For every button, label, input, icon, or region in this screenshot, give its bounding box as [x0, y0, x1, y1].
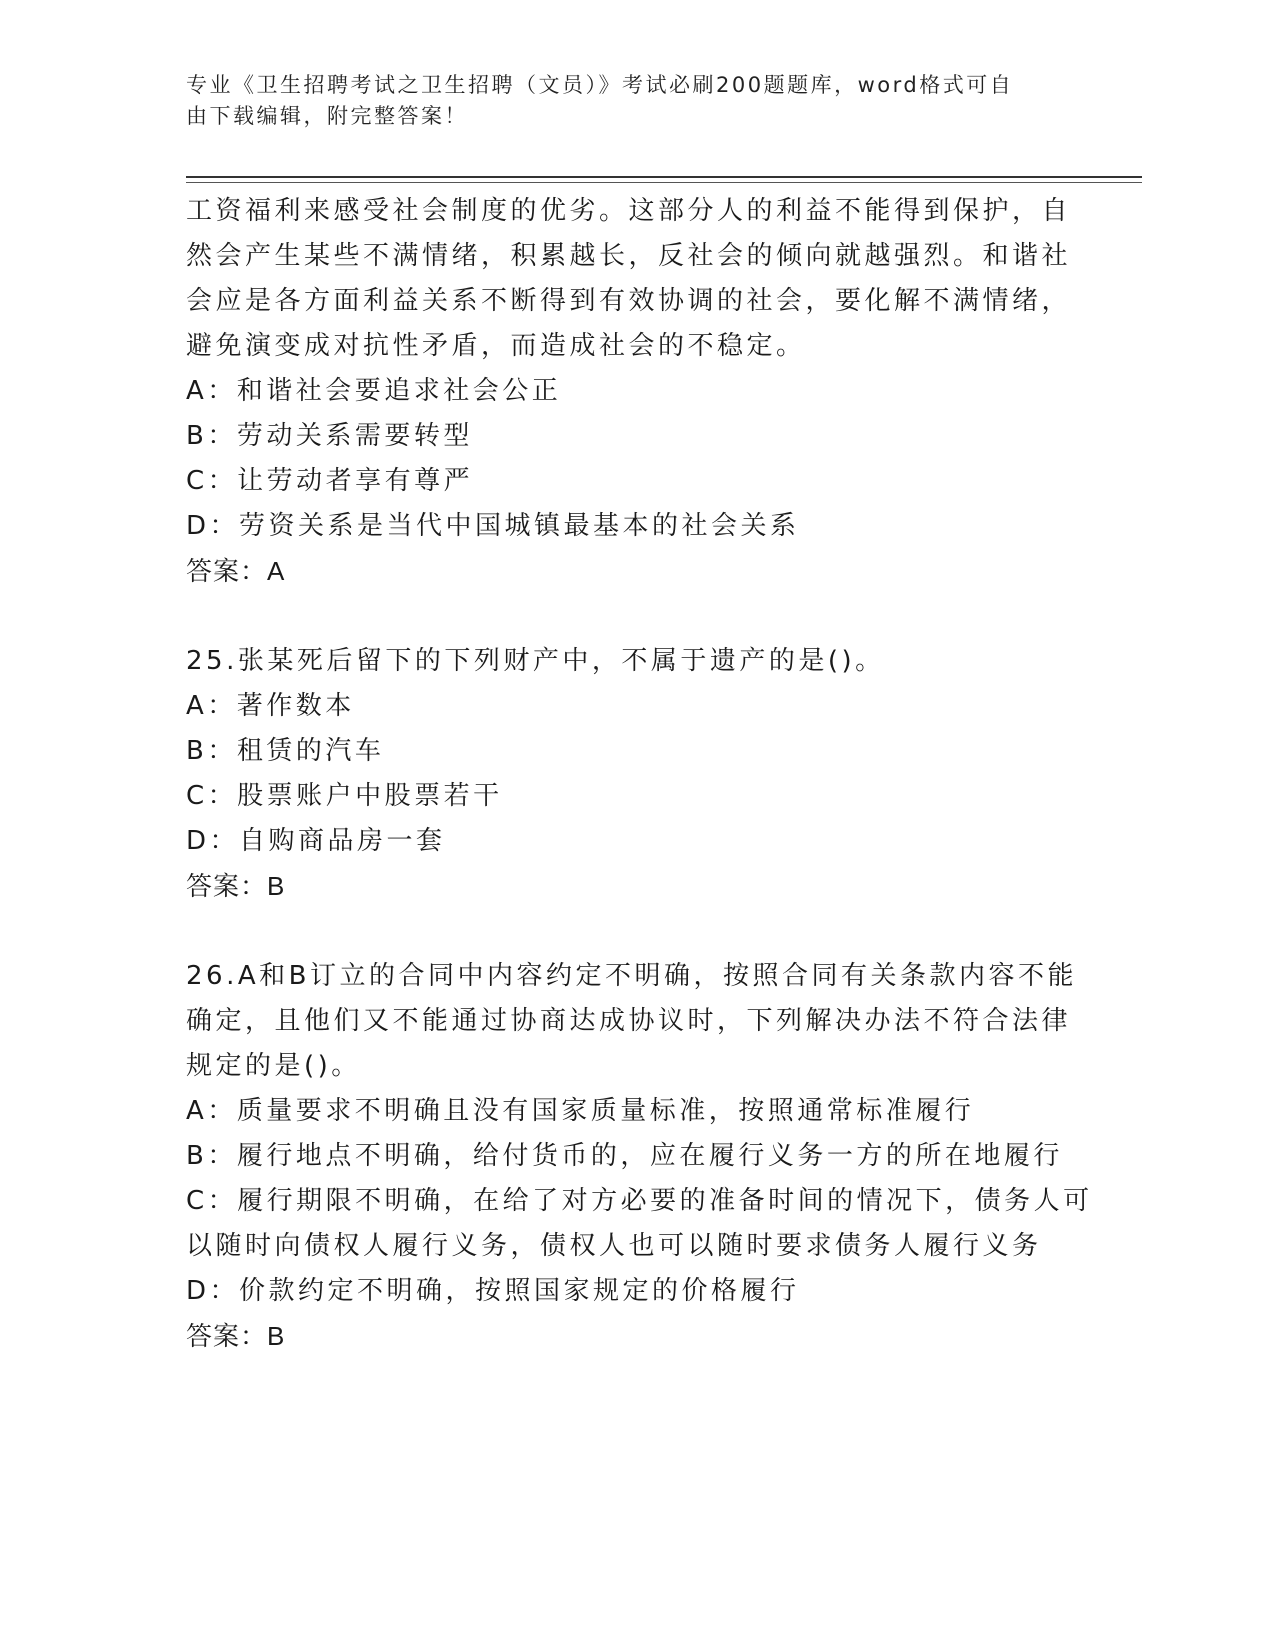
question-stem-line: 然会产生某些不满情绪，积累越长，反社会的倾向就越强烈。和谐社 — [186, 241, 1072, 271]
question-26 — [186, 954, 1093, 1359]
header-divider-thin — [186, 182, 1142, 183]
question-25 — [186, 639, 1076, 909]
option-b: B：劳动关系需要转型 — [186, 421, 473, 451]
question-stem-line: 会应是各方面利益关系不断得到有效协调的社会，要化解不满情绪， — [186, 286, 1072, 316]
option-c: C：履行期限不明确，在给了对方必要的准备时间的情况下，债务人可 — [186, 1186, 1093, 1216]
option-b: B：履行地点不明确，给付货币的，应在履行义务一方的所在地履行 — [186, 1141, 1063, 1171]
header-line-2: 由下载编辑，附完整答案！ — [186, 104, 468, 128]
option-a: A：和谐社会要追求社会公正 — [186, 376, 562, 406]
option-d: D：价款约定不明确，按照国家规定的价格履行 — [186, 1276, 800, 1306]
option-a: A：著作数本 — [186, 691, 355, 721]
option-d: D：劳资关系是当代中国城镇最基本的社会关系 — [186, 511, 800, 541]
header-divider-thick — [186, 176, 1142, 178]
header-line-1: 专业《卫生招聘考试之卫生招聘（文员）》考试必刷200题题库，word格式可自 — [186, 73, 1014, 97]
document-header — [186, 70, 1086, 132]
option-c: C：让劳动者享有尊严 — [186, 466, 474, 496]
question-stem-line: 避免演变成对抗性矛盾，而造成社会的不稳定。 — [186, 331, 806, 361]
question-24 — [186, 189, 1076, 594]
question-stem-line: 规定的是()。 — [186, 1051, 361, 1081]
option-b: B：租赁的汽车 — [186, 736, 385, 766]
option-c: C：股票账户中股票若干 — [186, 781, 503, 811]
answer-line: 答案：B — [186, 1321, 286, 1351]
spacer — [186, 594, 1076, 639]
question-stem-line: 25.张某死后留下的下列财产中，不属于遗产的是()。 — [186, 646, 885, 676]
spacer — [186, 909, 1076, 954]
option-c-continued: 以随时向债权人履行义务，债权人也可以随时要求债务人履行义务 — [186, 1231, 1042, 1261]
question-stem-line: 26.A和B订立的合同中内容约定不明确，按照合同有关条款内容不能 — [186, 961, 1077, 991]
document-body — [186, 189, 1093, 1359]
question-stem-line: 确定，且他们又不能通过协商达成协议时，下列解决办法不符合法律 — [186, 1006, 1072, 1036]
answer-line: 答案：B — [186, 871, 286, 901]
option-a: A：质量要求不明确且没有国家质量标准，按照通常标准履行 — [186, 1096, 975, 1126]
question-stem-line: 工资福利来感受社会制度的优劣。这部分人的利益不能得到保护，自 — [186, 196, 1072, 226]
option-d: D：自购商品房一套 — [186, 826, 446, 856]
answer-line: 答案：A — [186, 556, 286, 586]
